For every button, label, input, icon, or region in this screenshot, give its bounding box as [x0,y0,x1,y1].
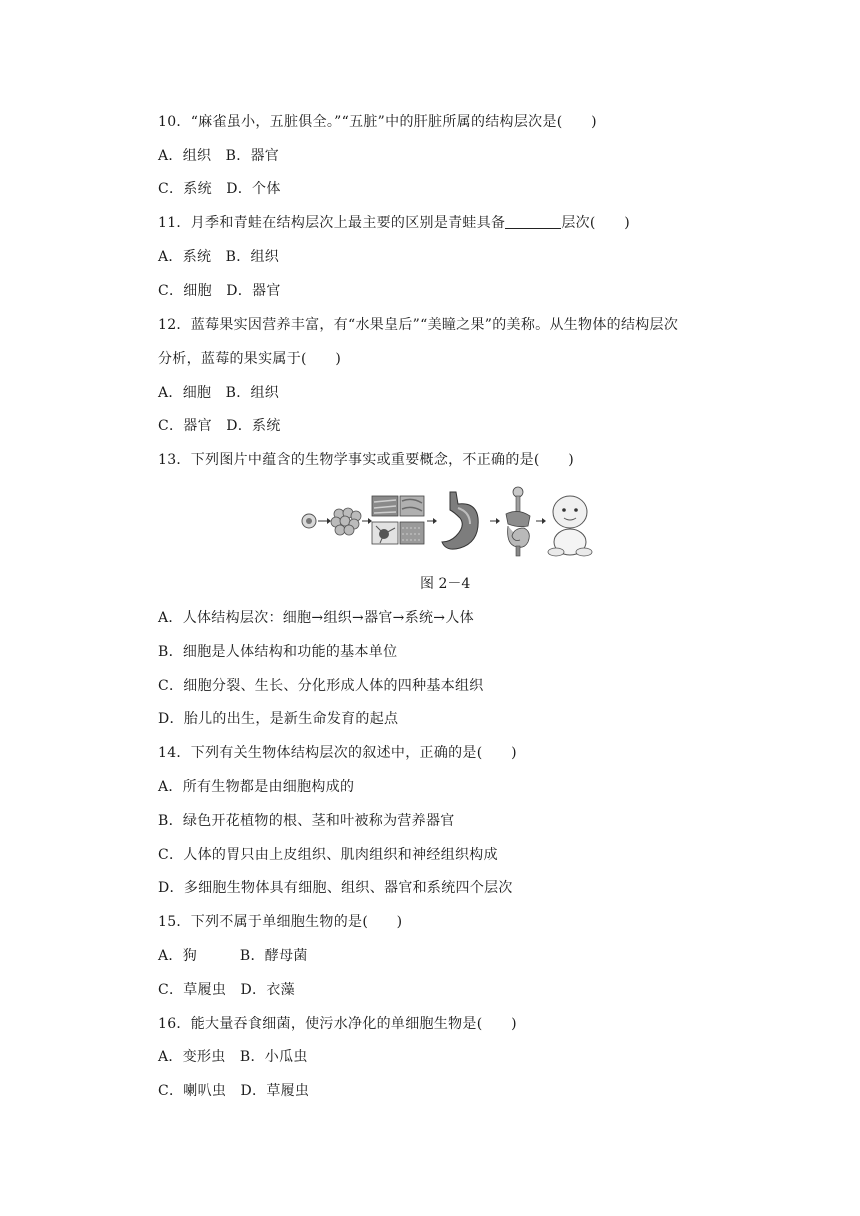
question-16-options-cd: C．喇叭虫 D．草履虫 [158,1083,310,1099]
question-15-options-cd: C．草履虫 D．衣藻 [158,982,295,998]
stomach-icon [442,492,478,549]
question-13-option-a: A．人体结构层次：细胞→组织→器官→系统→人体 [158,610,474,626]
question-10-options-ab: A．组织 B．器官 [158,148,280,164]
arrow-icon [542,518,546,524]
question-14-option-a: A．所有生物都是由细胞构成的 [158,779,355,795]
question-15-stem: 15．下列不属于单细胞生物的是( ) [158,914,403,930]
egg-cell-icon [302,514,316,528]
arrow-icon [368,518,372,524]
question-12-options-ab: A．细胞 B．组织 [158,385,280,401]
digestive-system-icon [506,487,530,556]
question-11-options-cd: C．细胞 D．器官 [158,283,281,299]
development-diagram [300,484,600,560]
question-13-option-b: B．细胞是人体结构和功能的基本单位 [158,644,398,660]
question-12-stem-line1: 12．蓝莓果实因营养丰富，有“水果皇后”“美瞳之果”的美称。从生物体的结构层次 [158,317,679,333]
question-11-options-ab: A．系统 B．组织 [158,249,280,265]
question-13-option-c: C．细胞分裂、生长、分化形成人体的四种基本组织 [158,678,484,694]
question-11-stem [158,213,630,233]
question-16-options-ab: A．变形虫 B．小瓜虫 [158,1049,308,1065]
question-16-stem: 16．能大量吞食细菌，使污水净化的单细胞生物是( ) [158,1016,517,1032]
arrow-icon [433,518,437,524]
question-10-stem: 10．“麻雀虽小，五脏俱全。”“五脏”中的肝脏所属的结构层次是( ) [158,114,597,130]
figure-caption: 图 2－4 [420,576,471,592]
question-13-stem: 13．下列图片中蕴含的生物学事实或重要概念，不正确的是( ) [158,452,575,468]
tissue-samples-icon [372,496,424,544]
question-14-stem: 14．下列有关生物体结构层次的叙述中，正确的是( ) [158,745,517,761]
baby-icon [548,496,592,556]
question-11-stem-after: 层次( ) [561,215,631,231]
answer-blank[interactable] [505,214,561,229]
question-12-stem-line2: 分析，蓝莓的果实属于( ) [158,351,342,367]
cell-cluster-icon [331,508,361,535]
question-14-option-d: D．多细胞生物体具有细胞、组织、器官和系统四个层次 [158,880,513,896]
question-11-stem-before: 11．月季和青蛙在结构层次上最主要的区别是青蛙具备 [158,215,506,231]
question-14-option-c: C．人体的胃只由上皮组织、肌肉组织和神经组织构成 [158,847,498,863]
question-12-options-cd: C．器官 D．系统 [158,418,281,434]
arrow-icon [496,518,500,524]
question-10-options-cd: C．系统 D．个体 [158,181,281,197]
question-13-option-d: D．胎儿的出生，是新生命发育的起点 [158,711,399,727]
question-14-option-b: B．绿色开花植物的根、茎和叶被称为营养器官 [158,813,455,829]
question-15-options-ab: A．狗 B．酵母菌 [158,948,308,964]
arrow-icon [327,518,331,524]
